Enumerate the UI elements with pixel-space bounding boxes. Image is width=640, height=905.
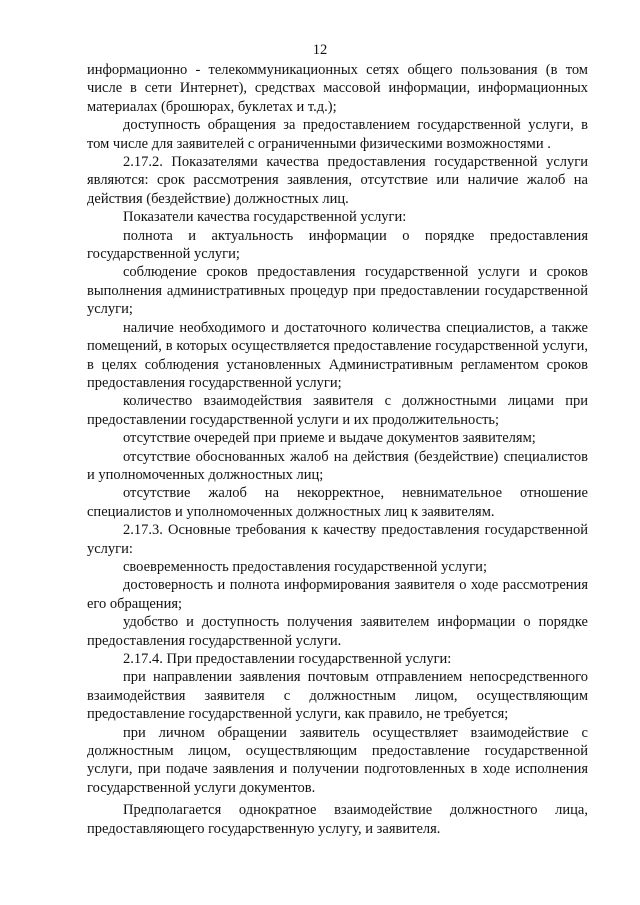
paragraph: доступность обращения за предоставлением государственной услуги, в том числе для заявителей с ограниченными физическими возможностями .: [87, 117, 588, 152]
paragraph: Предполагается однократное взаимодействие должностного лица, предоставляющего государственную услугу, и заявителя.: [87, 802, 588, 837]
paragraph: 2.17.2. Показателями качества предоставления государственной услуги являются: срок рассмотрения заявления, отсутствие или наличие жалоб на действия (бездействие) должностных лиц.: [87, 154, 588, 207]
paragraph: удобство и доступность получения заявителем информации о порядке предоставления государственной услуги.: [87, 614, 588, 649]
paragraph: при направлении заявления почтовым отправлением непосредственного взаимодействия заявителя с должностным лицом, осуществляющим предоставление государственной услуги, как правило, не требуется;: [87, 669, 588, 723]
paragraph: достоверность и полнота информирования заявителя о ходе рассмотрения его обращения;: [87, 577, 588, 612]
paragraph: отсутствие обоснованных жалоб на действия (бездействие) специалистов и уполномоченных должностных лиц;: [87, 448, 588, 483]
document-body: [87, 61, 588, 838]
paragraph: наличие необходимого и достаточного количества специалистов, а также помещений, в которых осуществляется предоставление государственной услуги, в целях соблюдения установленных Административным регламентом сроков предоставления государственной услуги;: [87, 319, 588, 391]
paragraph: количество взаимодействия заявителя с должностными лицами при предоставлении государственной услуги и их продолжительность;: [87, 393, 588, 428]
page-number: 12: [312, 42, 328, 58]
paragraph: своевременность предоставления государственной услуги;: [123, 558, 487, 575]
paragraph: отсутствие очередей при приеме и выдаче документов заявителям;: [123, 430, 536, 447]
section-heading: 2.17.3. Основные требования к качеству предоставления государственной услуги:: [87, 522, 588, 557]
paragraph: при личном обращении заявитель осуществляет взаимодействие с должностным лицом, осуществляющим предоставление государственной услуги, при подаче заявления и получении подготовленных в ходе исполнения государственной услуги документов.: [87, 724, 588, 796]
paragraph: соблюдение сроков предоставления государственной услуги и сроков выполнения административных процедур при предоставлении государственной услуги;: [87, 264, 588, 318]
section-heading: 2.17.4. При предоставлении государственной услуги:: [123, 651, 452, 667]
paragraph: Показатели качества государственной услуги:: [123, 209, 407, 226]
paragraph: информационно - телекоммуникационных сетях общего пользования (в том числе в сети Интернет), средствах массовой информации, информационных материалах (брошюрах, буклетах и т.д.);: [87, 62, 588, 115]
paragraph: отсутствие жалоб на некорректное, невнимательное отношение специалистов и уполномоченных должностных лиц к заявителям.: [87, 485, 588, 520]
paragraph: полнота и актуальность информации о порядке предоставления государственной услуги;: [87, 227, 588, 263]
